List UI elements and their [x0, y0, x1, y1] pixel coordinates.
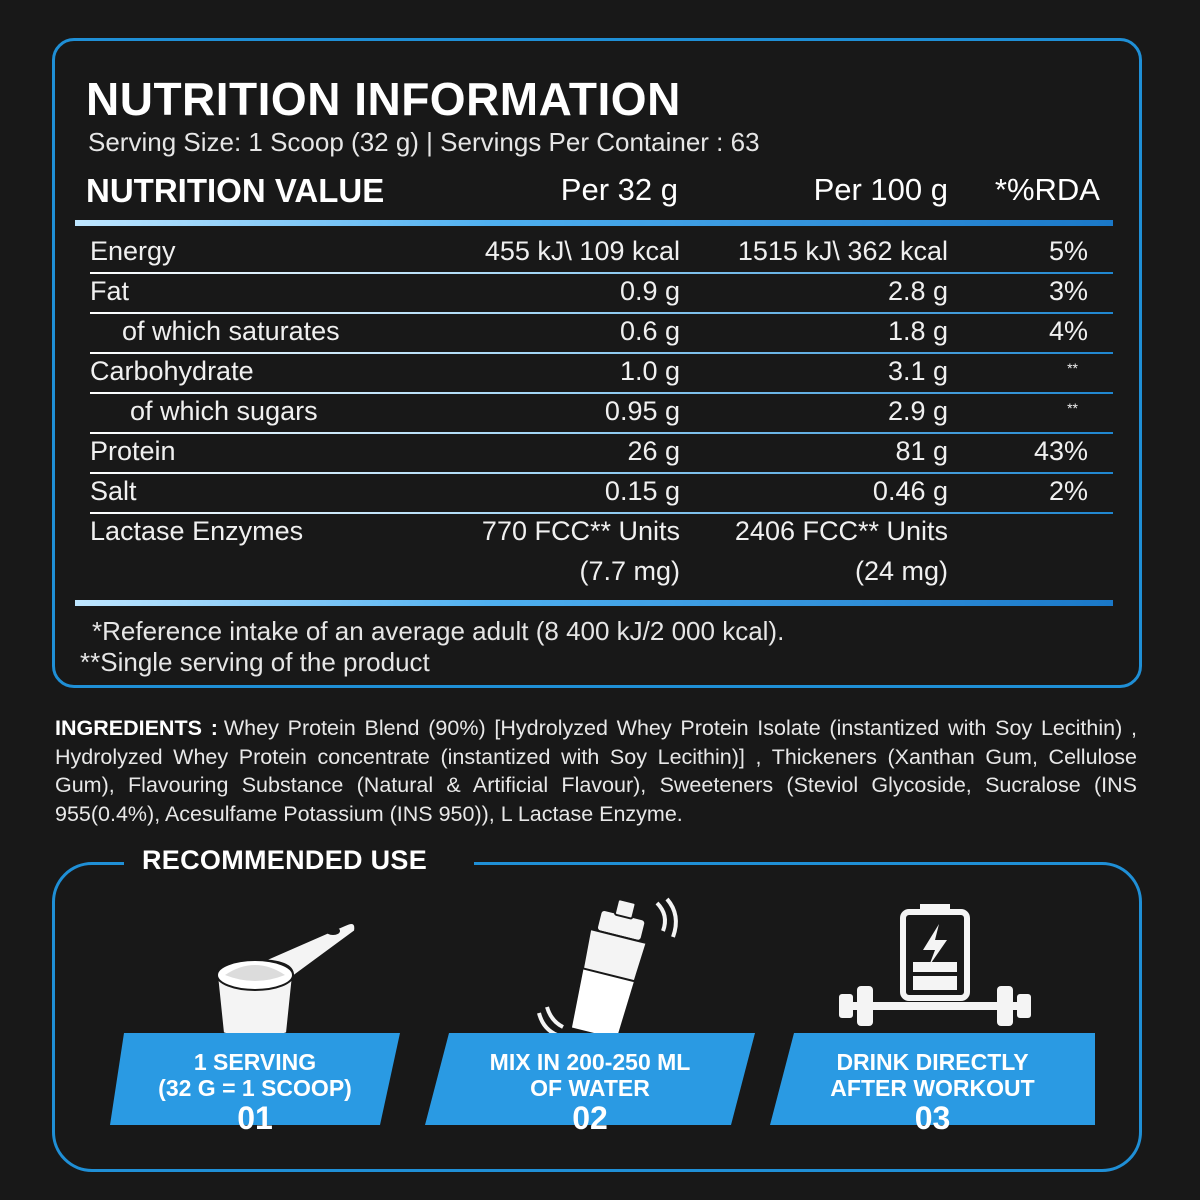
step-number: 03	[914, 1100, 951, 1136]
step-number: 02	[572, 1100, 608, 1136]
row-per-32: 0.6 g	[619, 316, 680, 346]
row-rda: **	[1067, 400, 1078, 416]
row-per-100: 81 g	[895, 436, 948, 466]
row-per-100: 2406 FCC** Units	[734, 516, 948, 546]
row-per-100: 0.46 g	[872, 476, 948, 506]
row-name: of which saturates	[122, 316, 340, 346]
rda-footnote: *Reference intake of an average adult (8 400 kJ/2 000 kcal).	[92, 616, 785, 646]
step-number: 01	[237, 1100, 273, 1136]
row-name: of which sugars	[130, 396, 318, 426]
row-name: Lactase Enzymes	[90, 516, 304, 546]
row-per-100: 1515 kJ\ 362 kcal	[737, 236, 948, 266]
step-2	[425, 0, 755, 1200]
step-label	[110, 1049, 400, 1101]
row-per-32: 0.95 g	[604, 396, 680, 426]
row-rda: 2%	[1048, 476, 1088, 506]
row-name: Carbohydrate	[90, 356, 254, 386]
row-name: Fat	[90, 276, 130, 306]
row-per-100: 1.8 g	[887, 316, 948, 346]
header-nutrition-value: NUTRITION VALUE	[86, 172, 385, 209]
step-line1: DRINK DIRECTLY	[836, 1049, 1029, 1075]
row-rda: 3%	[1048, 276, 1088, 306]
ingredients-list: Whey Protein Blend (90%) [Hydrolyzed Whey Protein Isolate (instantized with Soy Lecithin) , Hydrolyzed Whey Protein concentrate (instantized with Soy Lecithin)] , Thickeners (Xanthan Gum, Cellulose Gum), Flavouring Substance (Natural & Artificial Flavour), Sweeteners (Steviol Glycoside, Sucralose (INS 955(0.4%), Acesulfame Potassium (INS 950)), L Lactase Enzyme.	[55, 716, 1137, 826]
header-per-100: Per 100 g	[813, 172, 948, 207]
serving-footnote: **Single serving of the product	[80, 647, 430, 677]
row-per-100: 3.1 g	[887, 356, 948, 386]
row-per-32: 0.15 g	[604, 476, 680, 506]
row-per-32: 1.0 g	[619, 356, 680, 386]
step-label	[770, 1049, 1095, 1101]
step-line1: MIX IN 200-250 ML	[489, 1049, 691, 1075]
row-per-32-line2: (7.7 mg)	[579, 556, 680, 586]
row-rda: 4%	[1048, 316, 1088, 346]
step-line2: (32 G = 1 SCOOP)	[158, 1075, 352, 1101]
row-per-32: 455 kJ\ 109 kcal	[484, 236, 680, 266]
step-line2: AFTER WORKOUT	[830, 1075, 1035, 1101]
step-label	[425, 1049, 755, 1101]
row-name: Protein	[90, 436, 176, 466]
step-line2: OF WATER	[530, 1075, 650, 1101]
row-per-100: 2.9 g	[887, 396, 948, 426]
recommended-title: RECOMMENDED USE	[142, 845, 428, 875]
page-title: NUTRITION INFORMATION	[86, 73, 681, 125]
row-name: Energy	[90, 236, 176, 266]
row-name: Salt	[90, 476, 137, 506]
row-per-100-line2: (24 mg)	[854, 556, 948, 586]
step-1	[110, 0, 400, 1200]
serving-info: Serving Size: 1 Scoop (32 g) | Servings Per Container : 63	[88, 127, 760, 157]
step-3	[770, 0, 1095, 1200]
row-per-32: 0.9 g	[619, 276, 680, 306]
row-rda: 43%	[1033, 436, 1088, 466]
ingredients-label: INGREDIENTS :	[55, 716, 218, 740]
step-line1: 1 SERVING	[193, 1049, 317, 1075]
row-rda: **	[1067, 360, 1078, 376]
row-rda: 5%	[1048, 236, 1088, 266]
row-per-32: 770 FCC** Units	[481, 516, 680, 546]
header-per-32: Per 32 g	[560, 172, 678, 207]
header-rda: *%RDA	[994, 172, 1100, 207]
row-per-100: 2.8 g	[887, 276, 948, 306]
row-per-32: 26 g	[627, 436, 680, 466]
